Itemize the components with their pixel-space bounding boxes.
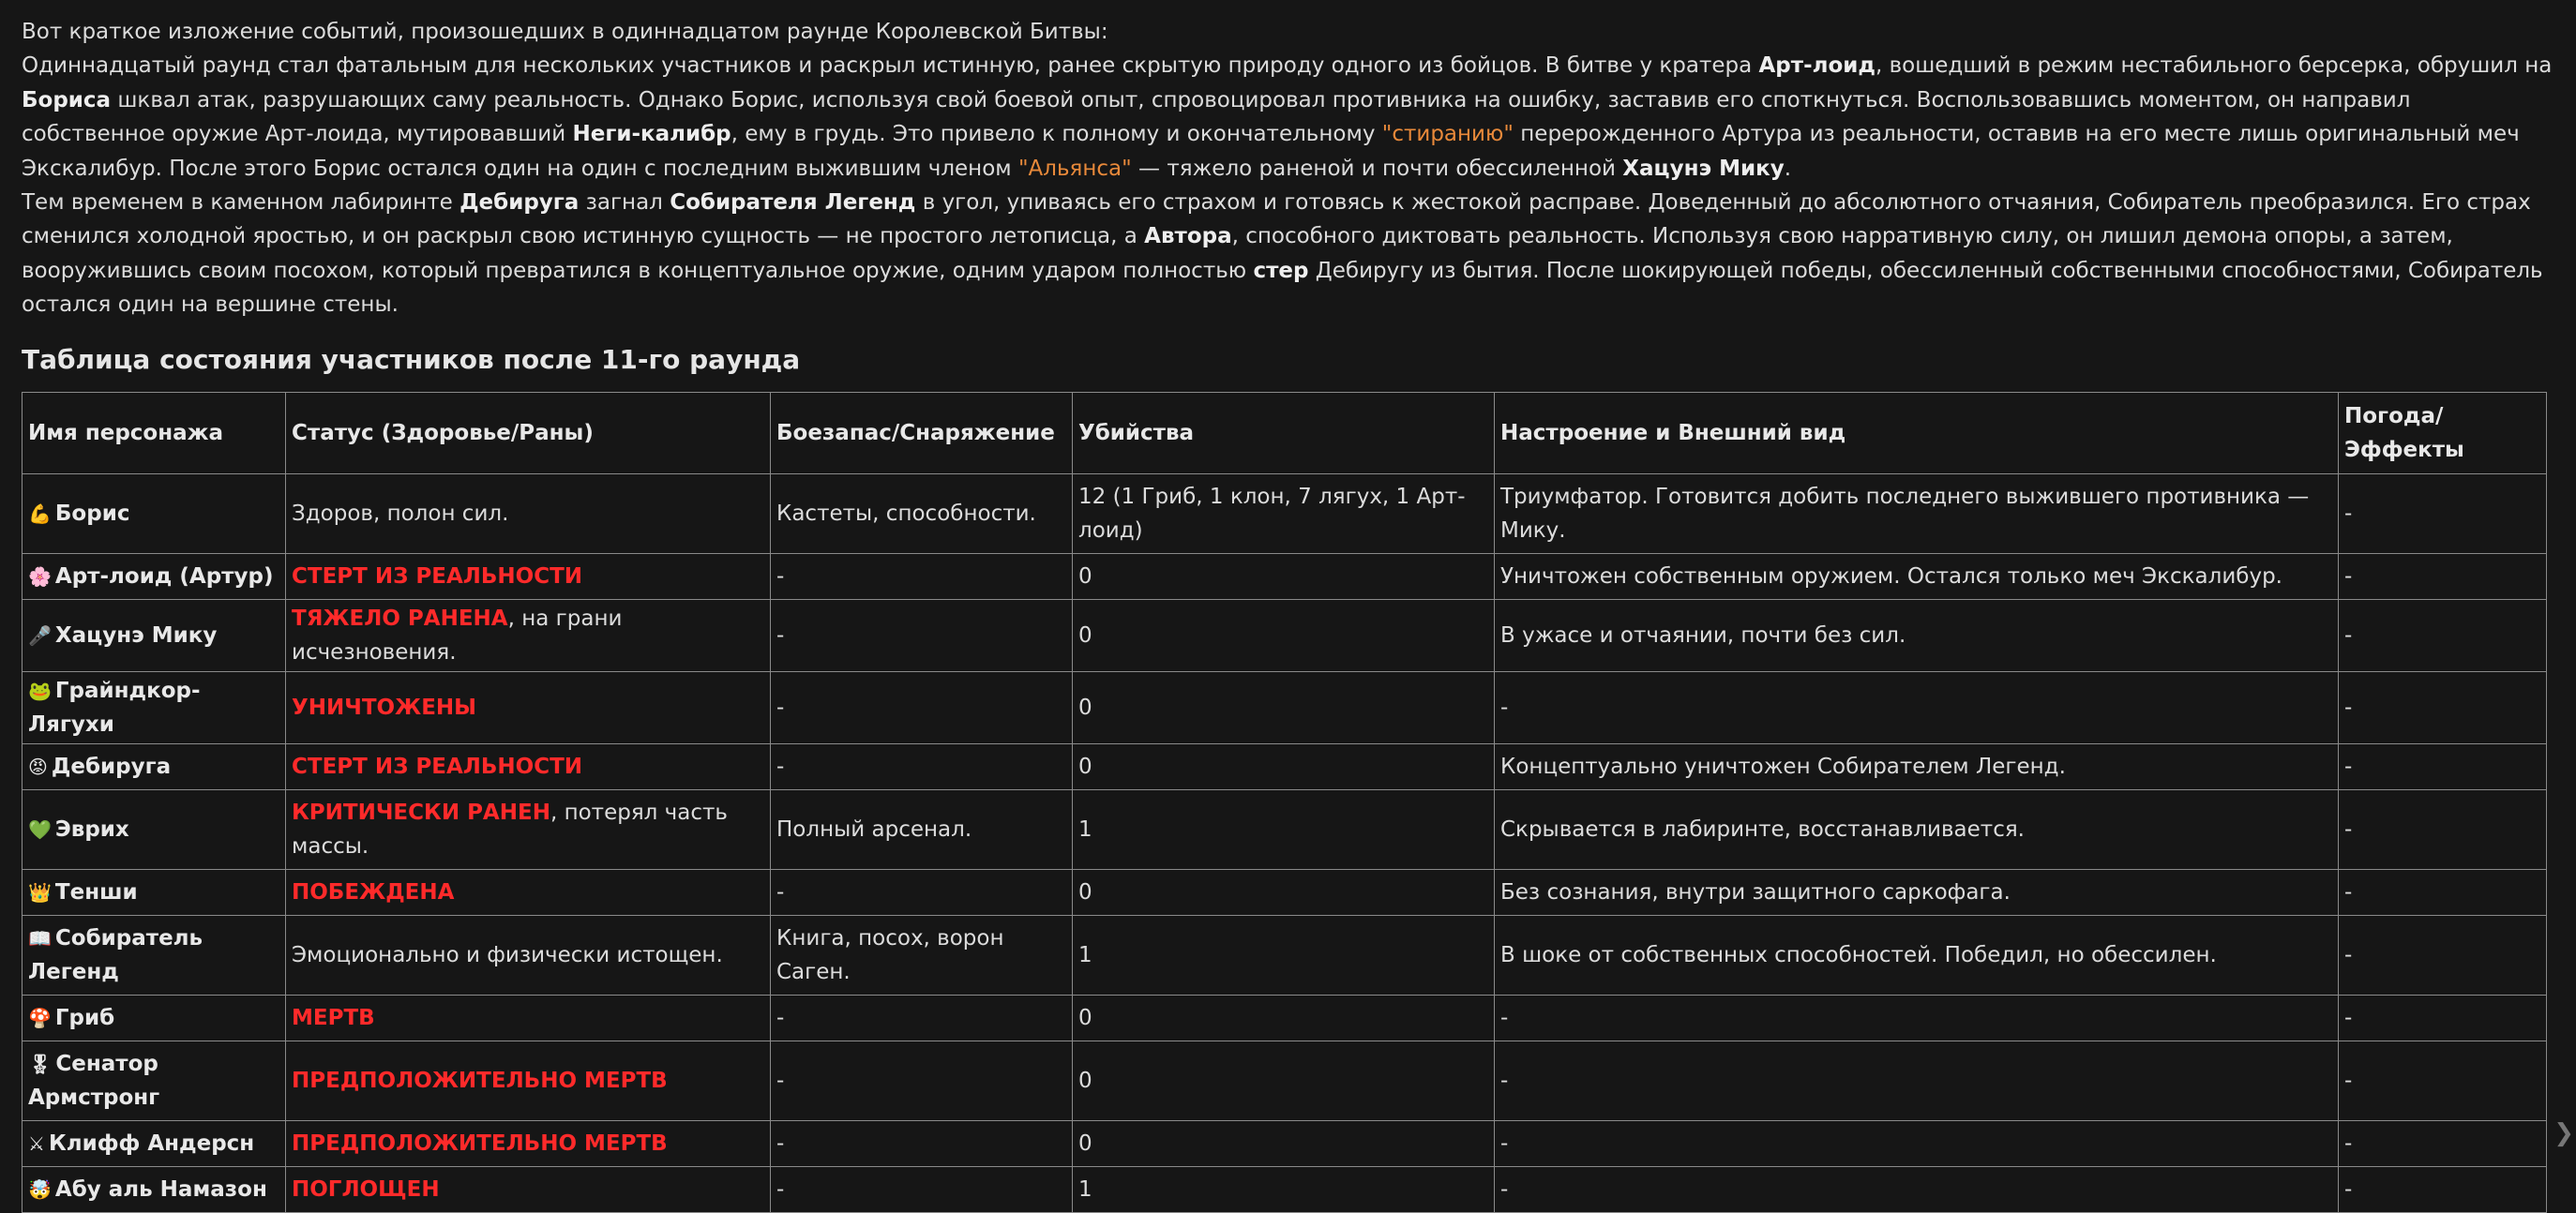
cell-weather: - xyxy=(2339,995,2547,1041)
text: , вошедший в режим нестабильного берсерка, обрушил на xyxy=(1875,53,2553,79)
cell-weather: - xyxy=(2339,1166,2547,1212)
cell-status xyxy=(286,789,771,869)
crown-icon: 👑 xyxy=(28,880,52,904)
cell-name xyxy=(23,553,286,599)
cell-gear: Книга, посох, ворон Саген. xyxy=(771,915,1073,995)
cell-status xyxy=(286,1041,771,1120)
exploding-head-icon: 🤯 xyxy=(28,1177,52,1201)
header-kills: Убийства xyxy=(1073,392,1495,473)
cell-kills: 0 xyxy=(1073,599,1495,671)
text: перерожденного Артура из реальности, оставив на его месте лишь оригинальный меч Экскалибур. После этого Борис остался один на один с последним выжившим членом xyxy=(22,122,2520,181)
cell-gear: - xyxy=(771,869,1073,915)
status-critical: ТЯЖЕЛО РАНЕНА xyxy=(292,606,508,631)
status-critical: УНИЧТОЖЕНЫ xyxy=(292,695,477,720)
character-name: Эврих xyxy=(54,816,129,842)
text: Одиннадцатый раунд стал фатальным для нескольких участников и раскрыл истинную, ранее скрытую природу одного из бойцов. В битве у кратера xyxy=(22,53,1759,79)
cell-status xyxy=(286,995,771,1041)
cell-kills: 0 xyxy=(1073,553,1495,599)
status-critical: КРИТИЧЕСКИ РАНЕН xyxy=(292,800,550,825)
character-name: Грайндкор-Лягухи xyxy=(28,678,201,737)
text: . xyxy=(1784,156,1792,181)
cell-status xyxy=(286,915,771,995)
cell-weather: - xyxy=(2339,915,2547,995)
cell-gear: - xyxy=(771,995,1073,1041)
cell-gear: Кастеты, способности. xyxy=(771,473,1073,553)
status-critical: ПРЕДПОЛОЖИТЕЛЬНО МЕРТВ xyxy=(292,1131,668,1156)
table-row xyxy=(23,995,2547,1041)
intro-text: Вот краткое изложение событий, произошедших в одиннадцатом раунде Королевской Битвы: xyxy=(22,20,1108,44)
cell-status xyxy=(286,671,771,743)
cell-mood: - xyxy=(1495,995,2339,1041)
status-text: Эмоционально и физически истощен. xyxy=(292,942,723,967)
cell-mood: В шоке от собственных способностей. Победил, но обессилен. xyxy=(1495,915,2339,995)
angry-face-icon: 😡 xyxy=(28,755,48,778)
cell-name xyxy=(23,915,286,995)
status-critical: ПОГЛОЩЕН xyxy=(292,1176,440,1202)
table-title: Таблица состояния участников после 11-го раунда xyxy=(22,343,801,375)
table-row xyxy=(23,915,2547,995)
cell-mood: В ужасе и отчаянии, почти без сил. xyxy=(1495,599,2339,671)
bold-name: Автора xyxy=(1144,224,1232,249)
cell-name xyxy=(23,599,286,671)
cell-gear: - xyxy=(771,1120,1073,1166)
bold-name: Неги-калибр xyxy=(572,122,731,147)
status-critical: СТЕРТ ИЗ РЕАЛЬНОСТИ xyxy=(292,563,583,589)
header-status: Статус (Здоровье/Раны) xyxy=(286,392,771,473)
cell-gear: - xyxy=(771,1041,1073,1120)
frog-icon: 🐸 xyxy=(28,679,52,702)
bold-name: стер xyxy=(1253,258,1309,283)
cell-gear: - xyxy=(771,743,1073,789)
cell-kills: 1 xyxy=(1073,1166,1495,1212)
flexed-biceps-icon: 💪 xyxy=(28,502,52,525)
cell-mood: - xyxy=(1495,671,2339,743)
cell-kills: 0 xyxy=(1073,671,1495,743)
cell-gear: - xyxy=(771,671,1073,743)
cell-kills: 12 (1 Гриб, 1 клон, 7 лягух, 1 Арт-лоид) xyxy=(1073,473,1495,553)
highlight-text: "стиранию" xyxy=(1381,122,1514,147)
round-summary-paragraph-1 xyxy=(22,49,2553,186)
cell-name xyxy=(23,1041,286,1120)
cell-name xyxy=(23,1166,286,1212)
bold-name: Хацунэ Мику xyxy=(1622,156,1785,181)
cell-mood: Без сознания, внутри защитного саркофага. xyxy=(1495,869,2339,915)
cell-weather: - xyxy=(2339,671,2547,743)
status-critical: ПРЕДПОЛОЖИТЕЛЬНО МЕРТВ xyxy=(292,1068,668,1093)
character-name: Сенатор Армстронг xyxy=(28,1051,160,1110)
status-critical: МЕРТВ xyxy=(292,1005,375,1030)
cell-mood: Скрывается в лабиринте, восстанавливается. xyxy=(1495,789,2339,869)
cell-mood: Концептуально уничтожен Собирателем Легенд. xyxy=(1495,743,2339,789)
cell-status xyxy=(286,599,771,671)
highlight-text: "Альянса" xyxy=(1017,156,1132,181)
cell-status xyxy=(286,743,771,789)
cell-mood: - xyxy=(1495,1041,2339,1120)
cell-name xyxy=(23,473,286,553)
header-name: Имя персонажа xyxy=(23,392,286,473)
cell-weather: - xyxy=(2339,553,2547,599)
open-book-icon: 📖 xyxy=(28,926,52,950)
table-header-row xyxy=(23,392,2547,473)
cell-name xyxy=(23,789,286,869)
cell-kills: 0 xyxy=(1073,869,1495,915)
text: Дебиругу из бытия. После шокирующей победы, обессиленный собственными способностями, Собиратель остался один на вершине стены. xyxy=(22,258,2543,318)
table-row xyxy=(23,599,2547,671)
cell-kills: 0 xyxy=(1073,1041,1495,1120)
bold-name: Бориса xyxy=(22,87,112,112)
cell-mood: - xyxy=(1495,1166,2339,1212)
cell-weather: - xyxy=(2339,599,2547,671)
character-name: Абу аль Намазон xyxy=(54,1176,267,1202)
cell-mood: - xyxy=(1495,1120,2339,1166)
content xyxy=(22,15,2553,1213)
bold-name: Собирателя Легенд xyxy=(670,190,916,216)
table-row xyxy=(23,1166,2547,1212)
cell-mood: Триумфатор. Готовится добить последнего выжившего противника — Мику. xyxy=(1495,473,2339,553)
status-text: Здоров, полон сил. xyxy=(292,501,509,526)
status-table xyxy=(22,392,2547,1213)
mushroom-icon: 🍄 xyxy=(28,1006,52,1029)
crossed-swords-icon: ⚔ xyxy=(28,1131,45,1155)
header-mood: Настроение и Внешний вид xyxy=(1495,392,2339,473)
round-summary-paragraph-2 xyxy=(22,186,2553,322)
text: загнал xyxy=(579,190,670,216)
cell-weather: - xyxy=(2339,869,2547,915)
table-row xyxy=(23,789,2547,869)
bold-name: Дебируга xyxy=(459,190,580,216)
character-name: Арт-лоид (Артур) xyxy=(54,563,274,589)
medal-icon: 🎖 xyxy=(28,1052,53,1075)
microphone-icon: 🎤 xyxy=(28,623,52,647)
status-text: , на грани исчезновения. xyxy=(292,606,623,665)
cell-status xyxy=(286,1166,771,1212)
cell-status xyxy=(286,1120,771,1166)
table-row xyxy=(23,743,2547,789)
status-critical: ПОБЕЖДЕНА xyxy=(292,879,455,905)
cell-kills: 1 xyxy=(1073,915,1495,995)
text: шквал атак, разрушающих саму реальность. Однако Борис, используя свой боевой опыт, спровоцировал противника на ошибку, заставив его споткнуться. Воспользовавшись моментом, он направил собственное оружие Арт-лоида, мутировавший xyxy=(22,87,2411,147)
character-name: Борис xyxy=(54,501,130,526)
text: в угол, упиваясь его страхом и готовясь к жестокой расправе. Доведенный до абсолютного отчаяния, Собиратель преобразился. Его страх сменился холодной яростью, и он раскрыл свою истинную сущность — не простого летописца, а xyxy=(22,190,2531,249)
text: , ему в грудь. Это привело к полному и окончательному xyxy=(731,122,1382,147)
text: — тяжело раненой и почти обессиленной xyxy=(1131,156,1623,181)
cell-gear: - xyxy=(771,553,1073,599)
cell-kills: 0 xyxy=(1073,743,1495,789)
cell-status xyxy=(286,473,771,553)
character-name: Хацунэ Мику xyxy=(54,622,218,648)
text: Тем временем в каменном лабиринте xyxy=(22,190,460,216)
bold-name: Арт-лоид xyxy=(1758,53,1876,79)
cell-weather: - xyxy=(2339,1041,2547,1120)
header-weather: Погода/ Эффекты xyxy=(2339,392,2547,473)
cell-weather: - xyxy=(2339,743,2547,789)
cell-kills: 1 xyxy=(1073,789,1495,869)
character-name: Гриб xyxy=(54,1005,115,1030)
cell-gear: - xyxy=(771,1166,1073,1212)
cell-name xyxy=(23,995,286,1041)
cell-name xyxy=(23,671,286,743)
cell-kills: 0 xyxy=(1073,995,1495,1041)
scroll-right-icon[interactable]: ❯ xyxy=(2553,1119,2574,1147)
table-row xyxy=(23,553,2547,599)
cell-name xyxy=(23,869,286,915)
text: , способного диктовать реальность. Используя свою нарративную силу, он лишил демона опоры, а затем, вооружившись своим посохом, который превратился в концептуальное оружие, одним ударом полностью xyxy=(22,224,2453,283)
cell-status xyxy=(286,869,771,915)
table-row xyxy=(23,671,2547,743)
character-name: Клифф Андерсн xyxy=(48,1131,255,1156)
status-text: , потерял часть массы. xyxy=(292,800,728,859)
cell-kills: 0 xyxy=(1073,1120,1495,1166)
cell-name xyxy=(23,1120,286,1166)
character-name: Собиратель Легенд xyxy=(28,925,203,984)
character-name: Дебируга xyxy=(51,754,172,779)
flower-icon: 🌸 xyxy=(28,564,52,588)
character-name: Тенши xyxy=(54,879,138,905)
cell-weather: - xyxy=(2339,789,2547,869)
cell-status xyxy=(286,553,771,599)
table-row xyxy=(23,1120,2547,1166)
table-row xyxy=(23,473,2547,553)
header-gear: Боезапас/Снаряжение xyxy=(771,392,1073,473)
cell-weather: - xyxy=(2339,473,2547,553)
cell-gear: Полный арсенал. xyxy=(771,789,1073,869)
cell-mood: Уничтожен собственным оружием. Остался только меч Экскалибур. xyxy=(1495,553,2339,599)
status-critical: СТЕРТ ИЗ РЕАЛЬНОСТИ xyxy=(292,754,583,779)
cell-gear: - xyxy=(771,599,1073,671)
green-heart-icon: 💚 xyxy=(28,817,52,841)
table-row xyxy=(23,1041,2547,1120)
cell-name xyxy=(23,743,286,789)
table-row xyxy=(23,869,2547,915)
cell-weather: - xyxy=(2339,1120,2547,1166)
